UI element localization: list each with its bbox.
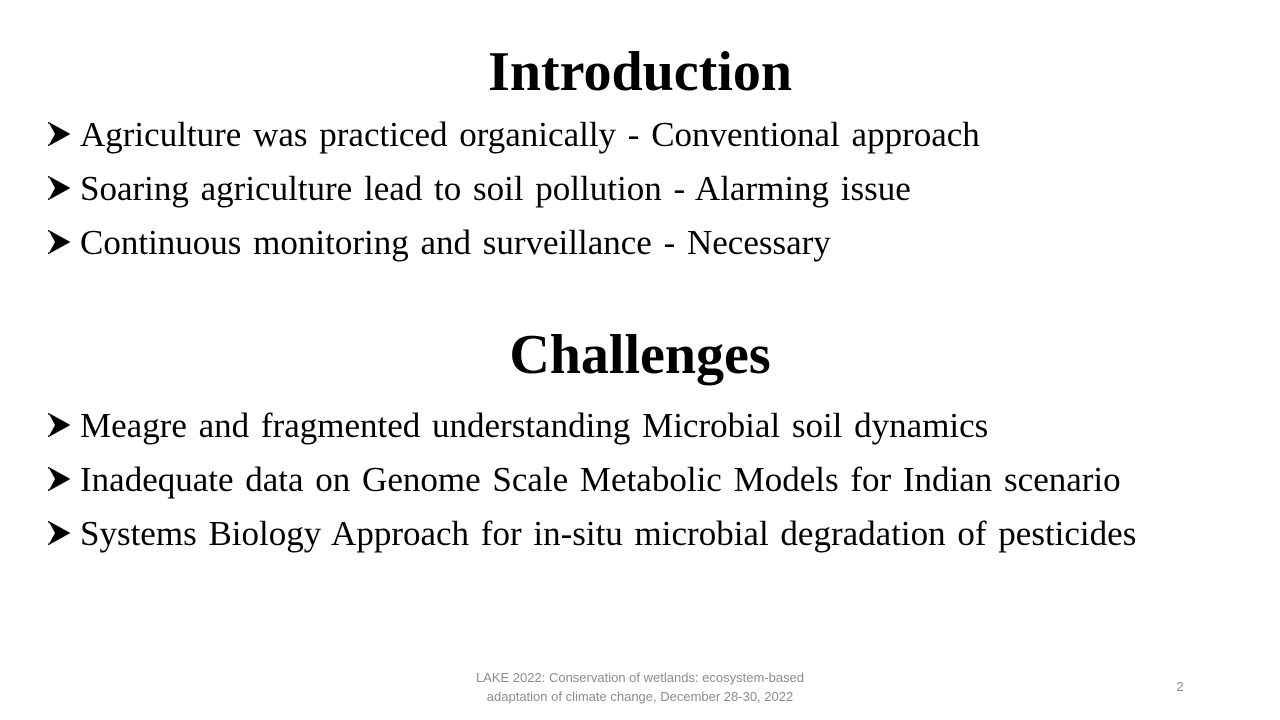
- bullet-text: Systems Biology Approach for in-situ microbial degradation of pesticides: [80, 514, 1137, 553]
- footer-line-2: adaptation of climate change, December 28-30, 2022: [486, 689, 794, 704]
- list-item: [46, 453, 1136, 507]
- arrow-bullet-icon: [46, 162, 80, 216]
- arrow-bullet-icon: [46, 216, 80, 270]
- bullet-text: Inadequate data on Genome Scale Metabolic Models for Indian scenario: [80, 460, 1121, 499]
- challenges-bullet-list: [46, 399, 1136, 561]
- introduction-bullet-list: [46, 108, 980, 270]
- arrow-bullet-icon: [46, 507, 80, 561]
- list-item: [46, 108, 980, 162]
- list-item: [46, 162, 980, 216]
- bullet-text: Soaring agriculture lead to soil pollution - Alarming issue: [80, 169, 911, 208]
- arrow-bullet-icon: [46, 453, 80, 507]
- introduction-heading: Introduction: [488, 41, 792, 103]
- slide-footer: [440, 668, 840, 706]
- list-item: [46, 216, 980, 270]
- arrow-bullet-icon: [46, 108, 80, 162]
- bullet-text: Agriculture was practiced organically - Conventional approach: [80, 115, 980, 154]
- arrow-bullet-icon: [46, 399, 80, 453]
- list-item: [46, 399, 1136, 453]
- challenges-heading: Challenges: [509, 324, 771, 386]
- page-number: 2: [1176, 679, 1184, 694]
- list-item: [46, 507, 1136, 561]
- footer-line-1: LAKE 2022: Conservation of wetlands: ecosystem-based: [475, 670, 805, 685]
- bullet-text: Meagre and fragmented understanding Microbial soil dynamics: [80, 406, 989, 445]
- bullet-text: Continuous monitoring and surveillance - Necessary: [80, 223, 831, 262]
